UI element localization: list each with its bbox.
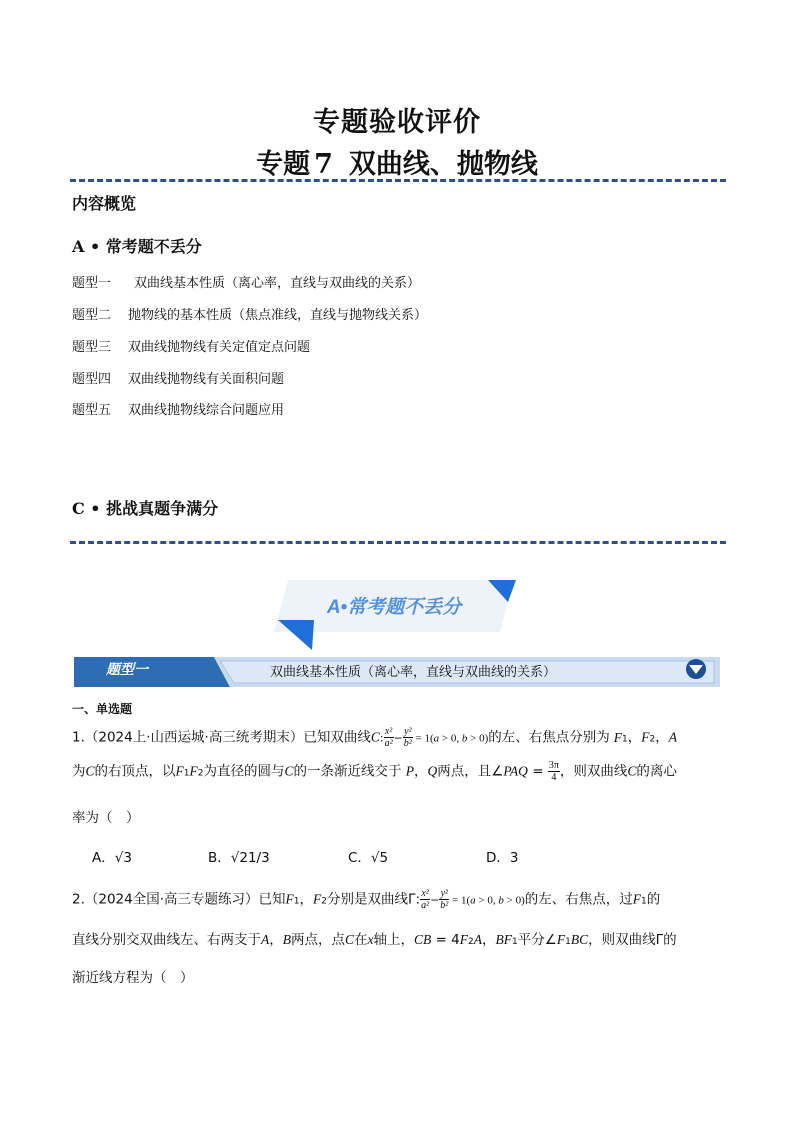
q1-line1: 1.（2024上·山西运城·高三统考期末）已知双曲线C: $\frac{\text{x²}}{\text{a²}}$ − $\frac{\text{y²}}{\text{b²}}$ = 1(a > 0, b > 0)的左、右焦点分别为 F1，F2，A	[72, 726, 677, 749]
q2-text-d: 的	[646, 891, 661, 908]
q1-choice-a[interactable]: A．√3	[92, 850, 132, 866]
subtitle-number: 7	[314, 149, 333, 180]
q1-choice-d[interactable]: D．3	[486, 850, 519, 866]
overview-item-text: 抛物线的基本性质（焦点准线，直线与抛物线关系）	[128, 308, 428, 323]
q1-choice-b[interactable]: B．√21/3	[208, 850, 270, 866]
q2-text-b: 分别是双曲线Γ:	[327, 891, 421, 908]
overview-item	[72, 399, 284, 418]
overview-item	[72, 272, 420, 291]
q1-line2: 为C的右顶点，以F1F2为直径的圆与C的一条渐近线交于 P，Q两点，且∠PAQ = $\frac{3\pi}{4}$ ，则双曲线C的离心	[72, 760, 677, 783]
q2-text-2e: 平分∠	[517, 932, 557, 948]
q2-text-2c: 在	[354, 932, 368, 948]
q2-text-a: 2.（2024全国·高三专题练习）已知	[72, 891, 286, 908]
overview-item-text: 双曲线抛物线有关定值定点问题	[128, 340, 311, 355]
q2-line3: 渐近线方程为（ ）	[72, 970, 194, 986]
q1-text-a: 1.（2024上·山西运城·高三统考期末）已知双曲线	[72, 729, 371, 746]
q1-text-2g: 的离心	[636, 763, 677, 780]
topic-bar-text: 双曲线基本性质（离心率，直线与双曲线的关系）	[270, 665, 557, 680]
q1-choice-c[interactable]: C．√5	[348, 850, 389, 866]
overview-item-text: 双曲线抛物线综合问题应用	[128, 403, 285, 418]
q2-text-2f: ，则双曲线Γ的	[588, 932, 677, 948]
page-subtitle	[0, 142, 794, 181]
question-category: 一、单选题	[72, 702, 133, 716]
q2-text-c: 的左、右焦点，过	[524, 891, 633, 908]
section-a-heading: A • 常考题不丢分	[72, 237, 202, 256]
q1-text-2f: ，则双曲线	[559, 763, 628, 780]
section-banner	[274, 576, 520, 652]
overview-item-tag: 题型二	[72, 308, 112, 323]
overview-item	[72, 368, 284, 387]
divider-top	[70, 179, 726, 182]
divider-bottom	[70, 541, 726, 544]
overview-item-tag: 题型一	[72, 276, 112, 291]
page-title: 专题验收评价	[313, 107, 481, 138]
overview-item-tag: 题型四	[72, 372, 112, 387]
overview-item-tag: 题型五	[72, 403, 112, 418]
subtitle-prefix: 专题	[256, 149, 311, 180]
overview-item	[72, 336, 310, 355]
q1-text-2c: 为直径的圆与	[203, 763, 285, 780]
topic-bar-tag: 题型一	[106, 662, 148, 678]
q2-line2: 直线分别交双曲线左、右两支于A，B两点，点C在x轴上，CB = 4F2A，BF1平分∠F1BC，则双曲线Γ的	[72, 932, 677, 948]
overview-item-text: 双曲线抛物线有关面积问题	[128, 372, 285, 387]
q2-text-2a: 直线分别交双曲线左、右两支于	[72, 932, 261, 948]
q2-text-2b: 两点，点	[291, 932, 345, 948]
q1-text-b: 的左、右焦点分别为	[488, 729, 610, 746]
section-c-heading: C • 挑战真题争满分	[72, 499, 219, 518]
q1-text-2b: 的右顶点，以	[94, 763, 176, 780]
q2-text-2d: 轴上，	[373, 932, 415, 948]
overview-item-text: 双曲线基本性质（离心率，直线与双曲线的关系）	[134, 276, 421, 291]
q1-text-2e: 两点，且∠	[437, 763, 504, 780]
q1-line3: 率为（ ）	[72, 810, 140, 826]
q1-text-2a: 为	[72, 763, 86, 780]
overview-item	[72, 304, 427, 323]
q2-line1: 2.（2024全国·高三专题练习）已知F1，F2分别是双曲线Γ: $\frac{\text{x²}}{\text{a²}}$ − $\frac{\text{y²}}{\text{b²}}$ = 1(a > 0, b > 0)的左、右焦点，过F1的	[72, 888, 661, 911]
overview-heading: 内容概览	[72, 194, 137, 213]
overview-item-tag: 题型三	[72, 340, 112, 355]
q1-text-2d: 的一条渐近线交于	[293, 763, 402, 780]
subtitle-topic: 双曲线、抛物线	[348, 149, 538, 180]
banner-label: A•常考题不丢分	[326, 597, 462, 618]
